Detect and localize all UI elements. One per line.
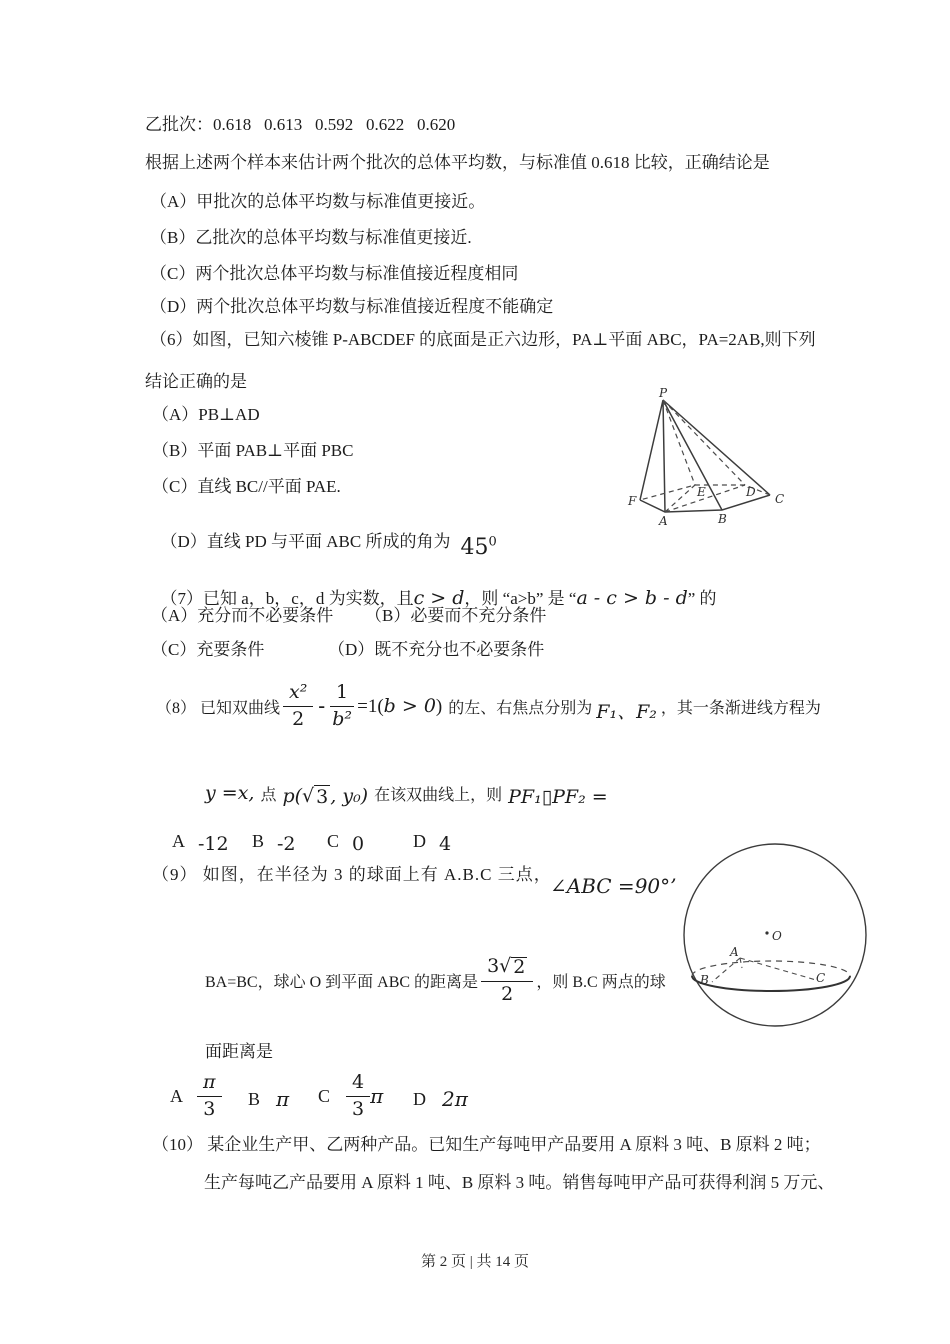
q9-option-a: A $\frac{\pi}{3}$: [170, 1070, 225, 1122]
pyramid-label-f: F: [628, 494, 637, 508]
q8-dian: 点: [260, 786, 277, 804]
q8-option-b: B -2: [252, 831, 296, 855]
pyramid-label-e: E: [697, 485, 706, 499]
q5-option-c: （C）两个批次总体平均数与标准值接近程度相同: [150, 264, 519, 283]
q6-option-a: （A）PB⊥AD: [152, 405, 260, 424]
q8-stem-line2: [205, 772, 608, 814]
q8-option-d: D 4: [413, 831, 452, 855]
q9-distance-frac: 3 √ 2 2: [481, 956, 533, 1005]
q7-stem-math1: c > d: [413, 587, 465, 610]
q6-option-c: （C）直线 BC//平面 PAE.: [152, 477, 341, 496]
q8-mid2: ，其一条渐进线方程为: [660, 699, 821, 717]
q8-stem-line1: [156, 676, 821, 736]
q5-sample-values-line: 乙批次：0.618 0.613 0.592 0.622 0.620: [145, 115, 456, 134]
q9-option-c: C $\frac{4}{3}$ π: [318, 1071, 384, 1120]
sphere-label-c: C: [816, 971, 826, 985]
sphere-label-o: O: [772, 929, 782, 943]
q10-stem-line2: 生产每吨乙产品要用 A 原料 1 吨、B 原料 3 吨。销售每吨甲产品可获得利润 5 万元、: [204, 1173, 835, 1192]
q8-y-equals-x: y =x,: [205, 782, 255, 804]
q7-option-b: （B）必要而不充分条件: [365, 606, 547, 625]
q9-option-d: D 2π: [413, 1087, 468, 1111]
q9-stem-line1: （9） 如图，在半径为 3 的球面上有 A.B.C 三点，: [152, 865, 552, 884]
q8-minus: -: [318, 694, 326, 717]
q5-stem: 根据上述两个样本来估计两个批次的总体平均数，与标准值 0.618 比较，正确结论是: [145, 153, 770, 172]
q6-option-d-angle: $45^0$: [460, 534, 497, 561]
q8-point-expr: p( √ 3 , y₀): [282, 784, 369, 808]
q6-stem-line2: 结论正确的是: [145, 372, 247, 391]
q9-stem-line2: [205, 948, 666, 1012]
q8-mid1: 的左、右焦点分别为: [448, 699, 593, 717]
q6-option-d: [152, 506, 497, 561]
q8-pf-product: PF₁▯PF₂ =: [508, 786, 608, 808]
q6-option-b: （B）平面 PAB⊥平面 PBC: [152, 441, 354, 460]
q5-option-a: （A）甲批次的总体平均数与标准值更接近。: [150, 192, 486, 211]
pyramid-label-p: P: [659, 386, 668, 400]
q8-foci: F₁、F₂: [596, 700, 657, 723]
pyramid-label-d: D: [746, 485, 756, 499]
q8-frac1: $\frac{\text{x²}}{2}$: [283, 682, 313, 730]
q7-option-c: （C）充要条件: [151, 640, 265, 659]
q9-line2-pre: BA=BC，球心 O 到平面 ABC 的距离是: [205, 973, 479, 991]
page-footer: 第 2 页 | 共 14 页: [420, 1254, 529, 1270]
q6-option-d-text: （D）直线 PD 与平面 ABC 所成的角为: [160, 532, 451, 552]
q7-stem-math2: a - c > b - d: [576, 587, 688, 610]
q9-stem-line3: 面距离是: [205, 1042, 273, 1061]
q7-option-d: （D）既不充分也不必要条件: [328, 640, 545, 659]
pyramid-label-b: B: [718, 512, 727, 526]
sphere-label-b: B: [700, 973, 709, 987]
q10-stem-line1: （10） 某企业生产甲、乙两种产品。已知生产每吨甲产品要用 A 原料 3 吨、B 原料 2 吨；: [152, 1135, 821, 1154]
q6-stem-line1: （6）如图，已知六棱锥 P-ABCDEF 的底面是正六边形，PA⊥平面 ABC，PA=2AB,则下列: [150, 330, 816, 349]
q8-lead: （8） 已知双曲线: [156, 699, 281, 717]
sphere-label-a: A: [730, 945, 739, 959]
pyramid-label-a: A: [659, 514, 668, 526]
q8-on-hyperbola-text: 在该双曲线上，则: [374, 786, 503, 804]
q5-option-d: （D）两个批次总体平均数与标准值接近程度不能确定: [150, 297, 554, 316]
q8-option-a: A -12: [172, 831, 229, 855]
q9-option-b: B π: [248, 1087, 290, 1111]
q7-option-a: （A）充分而不必要条件: [151, 606, 334, 625]
q8-option-c: C 0: [327, 831, 365, 855]
q9-angle-expr: ∠ABC =90°’: [550, 874, 677, 898]
sphere-figure: [668, 832, 893, 1047]
q8-equation: =1(b > 0): [357, 694, 443, 717]
pyramid-figure: [608, 386, 793, 526]
pyramid-label-c: C: [775, 492, 785, 506]
q8-frac2: $\frac{1}{\text{b²}}$: [330, 682, 354, 730]
q7-stem-pre: （7）已知 a，b，c，d 为实数，且: [160, 589, 414, 609]
q7-stem-mid: ，则 “a>b” 是 “: [464, 589, 577, 609]
q7-stem-post: ” 的: [687, 589, 717, 609]
q5-option-b: （B）乙批次的总体平均数与标准值更接近.: [150, 228, 472, 247]
q9-line2-post: ，则 B.C 两点的球: [536, 973, 666, 991]
